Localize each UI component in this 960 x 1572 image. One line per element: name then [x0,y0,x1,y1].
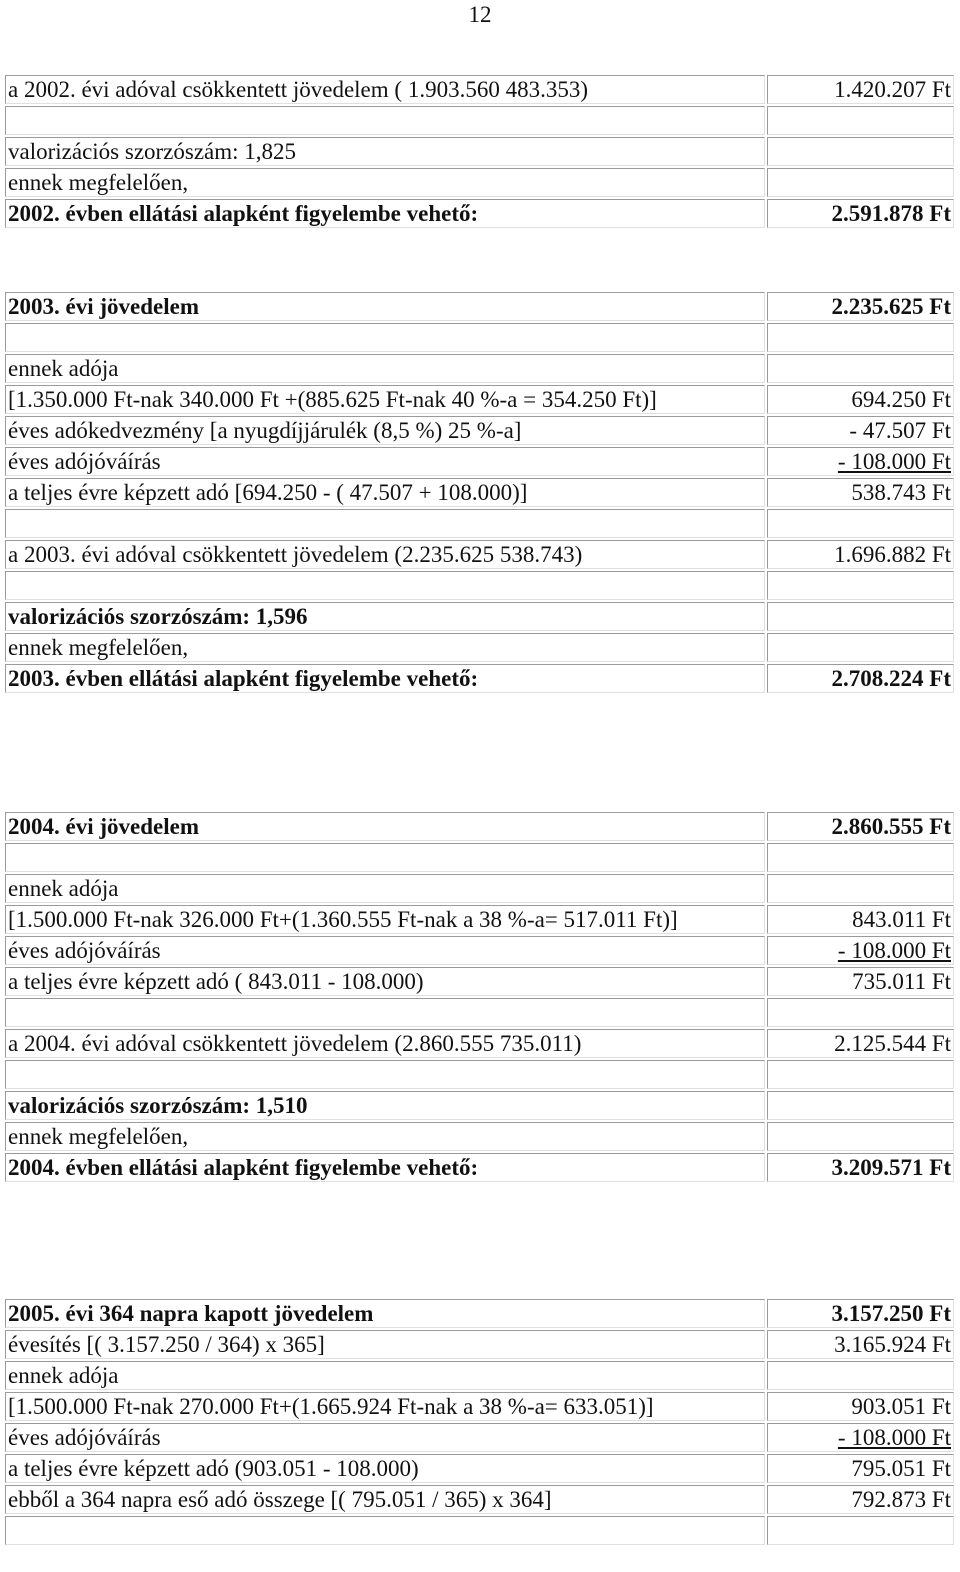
row-label [5,998,765,1027]
row-label: ennek adója [5,1361,765,1390]
table-row [5,1392,954,1421]
row-amount: 3.165.924 Ft [767,1330,954,1359]
table-row [5,1029,954,1058]
row-label: évesítés [( 3.157.250 / 364) x 365] [5,1330,765,1359]
row-amount: 694.250 Ft [767,385,954,414]
row-amount [767,874,954,903]
row-amount: 843.011 Ft [767,905,954,934]
table-row [5,905,954,934]
row-label: ennek megfelelően, [5,633,765,662]
row-amount-underlined: - 108.000 Ft [837,449,951,474]
table-row [5,1330,954,1359]
row-amount [767,168,954,197]
table-row [5,199,954,228]
table-row-empty [5,1516,954,1545]
row-label: a 2004. évi adóval csökkentett jövedelem (2.860.555 735.011) [5,1029,765,1058]
row-amount: 735.011 Ft [767,967,954,996]
row-amount [767,633,954,662]
row-amount: 2.235.625 Ft [767,292,954,321]
row-label [5,1516,765,1545]
row-label: 2003. évi jövedelem [5,292,765,321]
row-amount [767,936,954,965]
table-row-empty [5,323,954,352]
row-label: valorizációs szorzószám: 1,596 [5,602,765,631]
row-amount [767,509,954,538]
row-amount [767,1516,954,1545]
row-label: ennek megfelelően, [5,168,765,197]
row-amount: 1.696.882 Ft [767,540,954,569]
table-row [5,1423,954,1452]
row-amount: 2.591.878 Ft [767,199,954,228]
row-label: a 2002. évi adóval csökkentett jövedelem ( 1.903.560 483.353) [5,75,765,104]
row-amount: 3.157.250 Ft [767,1299,954,1328]
row-amount [767,1060,954,1089]
row-label: éves adójóváírás [5,1423,765,1452]
row-label: 2005. évi 364 napra kapott jövedelem [5,1299,765,1328]
table-row [5,1153,954,1182]
row-label [5,509,765,538]
row-amount [767,1423,954,1452]
row-amount: 538.743 Ft [767,478,954,507]
row-amount [767,447,954,476]
row-label [5,1060,765,1089]
row-amount [767,137,954,166]
row-amount [767,843,954,872]
table-row [5,967,954,996]
row-label: valorizációs szorzószám: 1,510 [5,1091,765,1120]
row-label: 2004. évi jövedelem [5,812,765,841]
table-row [5,602,954,631]
table-row-empty [5,1060,954,1089]
row-label: [1.500.000 Ft-nak 270.000 Ft+(1.665.924 Ft-nak a 38 %-a= 633.051)] [5,1392,765,1421]
row-amount [767,998,954,1027]
row-amount: - 47.507 Ft [767,416,954,445]
table-row [5,540,954,569]
table-row [5,137,954,166]
row-amount [767,323,954,352]
table-row [5,478,954,507]
row-label: 2003. évben ellátási alapként figyelembe vehető: [5,664,765,693]
row-label: [1.500.000 Ft-nak 326.000 Ft+(1.360.555 Ft-nak a 38 %-a= 517.011 Ft)] [5,905,765,934]
row-amount-underlined: - 108.000 Ft [837,938,951,963]
table-row [5,936,954,965]
row-label: éves adójóváírás [5,936,765,965]
table-row-empty [5,106,954,135]
row-label [5,106,765,135]
table-row [5,633,954,662]
row-amount: 2.860.555 Ft [767,812,954,841]
row-amount: 3.209.571 Ft [767,1153,954,1182]
row-amount [767,1091,954,1120]
income-table-2005 [3,1297,956,1547]
table-row [5,1454,954,1483]
table-row [5,874,954,903]
table-row [5,385,954,414]
row-amount [767,602,954,631]
row-label: ennek adója [5,874,765,903]
row-label: a teljes évre képzett adó [694.250 - ( 47.507 + 108.000)] [5,478,765,507]
income-table-2002 [3,73,956,230]
row-label: a teljes évre képzett adó (903.051 - 108.000) [5,1454,765,1483]
row-amount: 2.125.544 Ft [767,1029,954,1058]
income-table-2004 [3,810,956,1184]
table-row [5,1485,954,1514]
row-amount: 792.873 Ft [767,1485,954,1514]
row-label [5,323,765,352]
row-label: ennek adója [5,354,765,383]
row-label: a teljes évre képzett adó ( 843.011 - 108.000) [5,967,765,996]
table-row [5,664,954,693]
row-amount [767,571,954,600]
table-row [5,1122,954,1151]
row-label: [1.350.000 Ft-nak 340.000 Ft +(885.625 Ft-nak 40 %-a = 354.250 Ft)] [5,385,765,414]
row-label: 2004. évben ellátási alapként figyelembe vehető: [5,1153,765,1182]
table-row [5,1091,954,1120]
page-number: 12 [468,2,492,27]
row-amount: 2.708.224 Ft [767,664,954,693]
table-row [5,354,954,383]
table-row-empty [5,571,954,600]
row-label: éves adókedvezmény [a nyugdíjjárulék (8,5 %) 25 %-a] [5,416,765,445]
row-amount: 795.051 Ft [767,1454,954,1483]
table-row [5,812,954,841]
table-row [5,416,954,445]
table-row-empty [5,998,954,1027]
row-label: éves adójóváírás [5,447,765,476]
row-amount [767,1361,954,1390]
row-label: ebből a 364 napra eső adó összege [( 795.051 / 365) x 364] [5,1485,765,1514]
table-row-empty [5,509,954,538]
table-row [5,447,954,476]
row-amount [767,354,954,383]
row-label [5,571,765,600]
table-row [5,168,954,197]
table-row [5,1299,954,1328]
row-label [5,843,765,872]
row-label: a 2003. évi adóval csökkentett jövedelem (2.235.625 538.743) [5,540,765,569]
table-row-empty [5,843,954,872]
table-row [5,1361,954,1390]
row-amount [767,1122,954,1151]
income-table-2003 [3,290,956,695]
row-amount [767,106,954,135]
row-amount: 903.051 Ft [767,1392,954,1421]
row-label: ennek megfelelően, [5,1122,765,1151]
table-row [5,292,954,321]
row-label: valorizációs szorzószám: 1,825 [5,137,765,166]
row-label: 2002. évben ellátási alapként figyelembe vehető: [5,199,765,228]
row-amount: 1.420.207 Ft [767,75,954,104]
table-row [5,75,954,104]
row-amount-underlined: - 108.000 Ft [837,1425,951,1450]
